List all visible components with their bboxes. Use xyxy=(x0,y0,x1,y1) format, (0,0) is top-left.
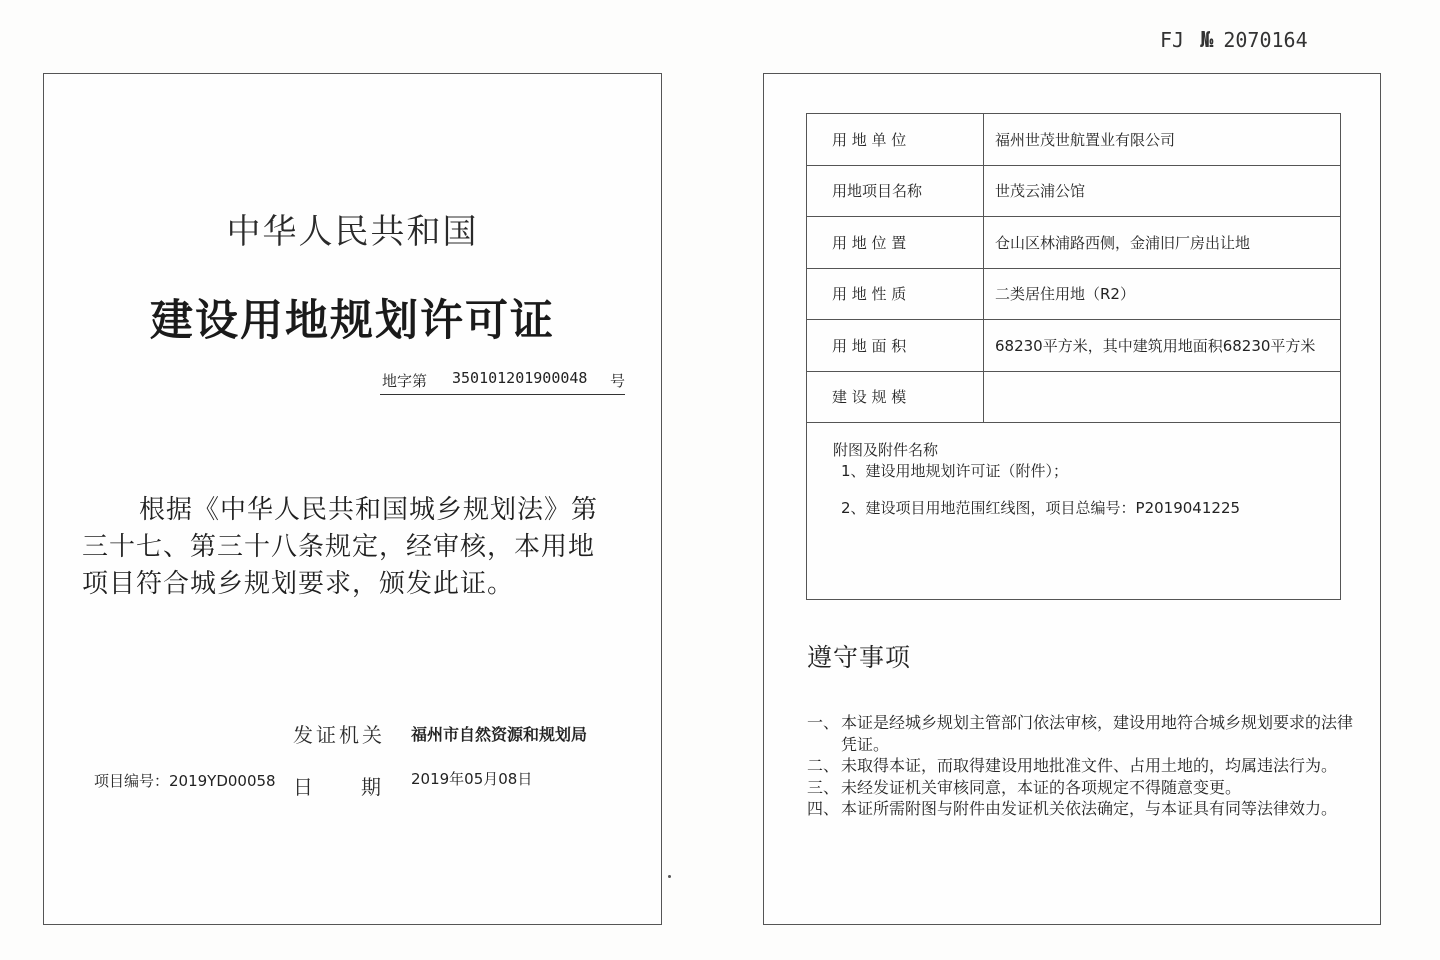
item-text: 本证所需附图与附件由发证机关依法确定，与本证具有同等法律效力。 xyxy=(841,799,1338,818)
cert-no-value: 350101201900048 xyxy=(452,369,588,387)
issuing-authority: 福州市自然资源和规划局 xyxy=(411,725,588,744)
statement-line-2: 三十七、第三十八条规定，经审核，本用地 xyxy=(82,532,596,562)
item-text: 本证是经城乡规划主管部门依法审核，建设用地符合城乡规划要求的法律凭证。 xyxy=(841,713,1354,754)
issue-date: 2019年05月08日 xyxy=(411,770,533,788)
certificate-statement xyxy=(82,492,642,603)
country-name: 中华人民共和国 xyxy=(226,212,479,252)
row-value: 68230平方米，其中建筑用地面积68230平方米 xyxy=(984,320,1341,372)
list-item xyxy=(807,798,1362,820)
row-value: 二类居住用地（R2） xyxy=(984,268,1341,320)
list-item xyxy=(807,755,1362,777)
attachment-item: 1、建设用地规划许可证（附件）； xyxy=(841,462,1069,480)
statement-line-3: 项目符合城乡规划要求，颁发此证。 xyxy=(82,569,515,599)
item-number: 一、 xyxy=(807,713,840,732)
attachments-title: 附图及附件名称 xyxy=(833,441,939,459)
certificate-front-page xyxy=(43,73,662,925)
row-value xyxy=(984,371,1341,423)
date-label-char-1: 日 xyxy=(293,775,313,799)
table-row xyxy=(807,217,1341,269)
row-label: 建 设 规 模 xyxy=(807,371,984,423)
attachments-cell xyxy=(807,423,1341,600)
item-text: 未经发证机关审核同意，本证的各项规定不得随意变更。 xyxy=(841,777,1242,797)
item-number: 二、 xyxy=(807,756,840,775)
observe-title: 遵守事项 xyxy=(807,643,912,672)
row-label: 用地项目名称 xyxy=(807,165,984,217)
table-row xyxy=(807,268,1341,320)
observe-list xyxy=(807,712,1362,820)
list-item xyxy=(807,712,1362,755)
list-item xyxy=(807,777,1362,799)
issuer-label: 发证机关 xyxy=(293,723,385,747)
item-number: 三、 xyxy=(807,777,840,797)
row-label: 用 地 性 质 xyxy=(807,268,984,320)
certificate-detail-page xyxy=(763,73,1381,925)
item-number: 四、 xyxy=(807,799,840,818)
statement-line-1: 根据《中华人民共和国城乡规划法》第 xyxy=(139,495,599,525)
row-value: 福州世茂世航置业有限公司 xyxy=(984,114,1341,166)
table-row xyxy=(807,320,1341,372)
date-label-char-2: 期 xyxy=(361,775,381,799)
row-label: 用 地 面 积 xyxy=(807,320,984,372)
row-label: 用 地 单 位 xyxy=(807,114,984,166)
land-info-table xyxy=(806,113,1341,600)
row-value: 仓山区林浦路西侧，金浦旧厂房出让地 xyxy=(984,217,1341,269)
item-text: 未取得本证，而取得建设用地批准文件、占用土地的，均属违法行为。 xyxy=(841,756,1338,775)
scan-speck xyxy=(668,875,671,878)
row-label: 用 地 位 置 xyxy=(807,217,984,269)
row-value: 世茂云浦公馆 xyxy=(984,165,1341,217)
attachment-item: 2、建设项目用地范围红线图，项目总编号：P2019041225 xyxy=(841,499,1241,517)
numero-sign: № xyxy=(1200,28,1214,53)
project-number: 项目编号：2019YD00058 xyxy=(94,772,276,790)
table-row xyxy=(807,371,1341,423)
serial-value: 2070164 xyxy=(1223,28,1308,52)
table-row xyxy=(807,165,1341,217)
cert-no-suffix: 号 xyxy=(609,372,625,390)
attachments-row xyxy=(807,423,1341,600)
serial-number xyxy=(1160,28,1308,53)
table-row xyxy=(807,114,1341,166)
certificate-number-line xyxy=(380,370,625,395)
serial-prefix: FJ xyxy=(1160,28,1185,52)
certificate-title: 建设用地规划许可证 xyxy=(150,296,555,346)
cert-no-prefix: 地字第 xyxy=(382,372,428,390)
date-label xyxy=(293,771,381,800)
